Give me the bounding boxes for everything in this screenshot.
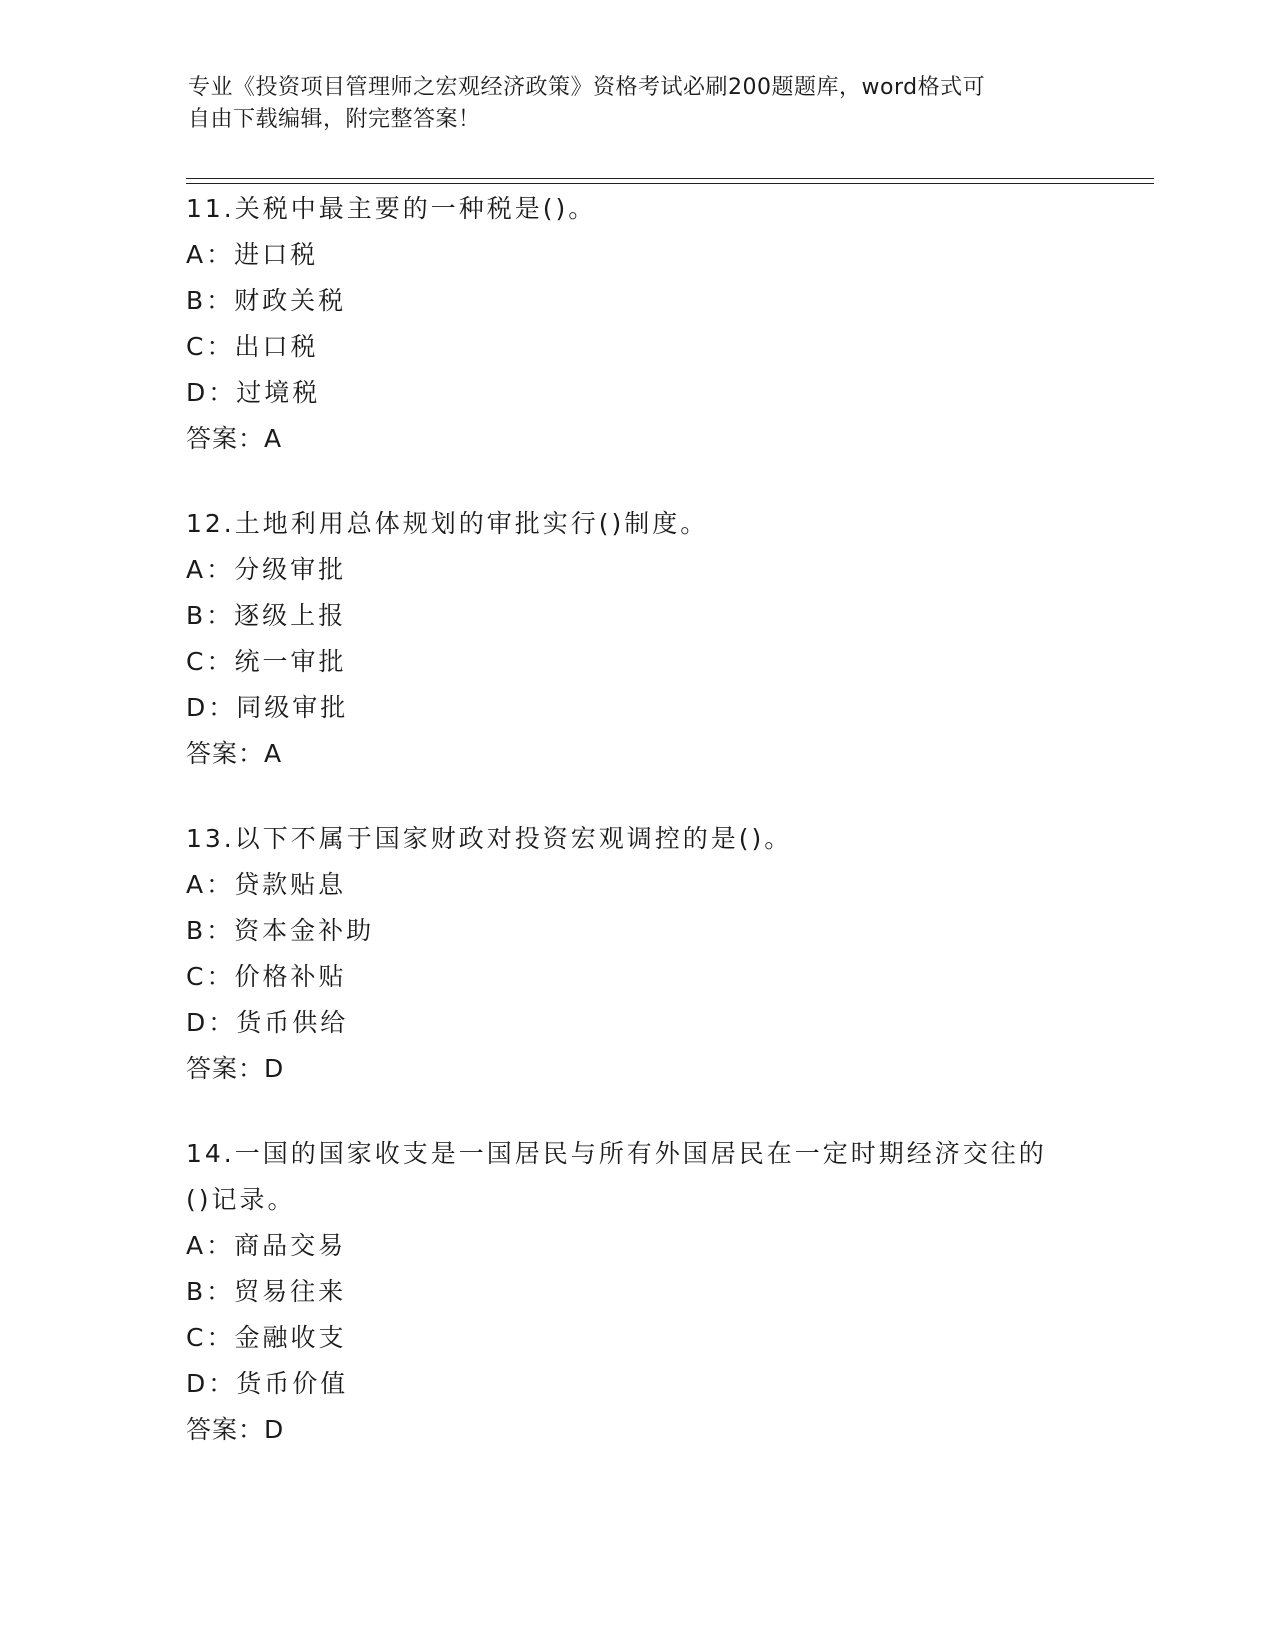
document-header	[188, 72, 1068, 136]
answer: 答案：A	[186, 424, 283, 453]
option-d: D：货币供给	[186, 1008, 349, 1037]
question-12	[186, 501, 1086, 777]
question-stem: 13.以下不属于国家财政对投资宏观调控的是()。	[186, 824, 793, 853]
option-a: A：分级审批	[186, 555, 347, 584]
question-14	[186, 1131, 1086, 1453]
option-c: C：出口税	[186, 332, 319, 361]
option-a: A：贷款贴息	[186, 870, 347, 899]
answer: 答案：D	[186, 1054, 285, 1083]
header-line-1: 专业《投资项目管理师之宏观经济政策》资格考试必刷200题题库，word格式可	[188, 75, 986, 100]
option-a: A：进口税	[186, 240, 319, 269]
option-b: B：逐级上报	[186, 601, 347, 630]
question-stem: 14.一国的国家收支是一国居民与所有外国居民在一定时期经济交往的	[186, 1139, 1047, 1168]
option-b: B：贸易往来	[186, 1277, 347, 1306]
option-d: D：货币价值	[186, 1369, 349, 1398]
header-divider	[186, 178, 1154, 184]
question-stem: 12.土地利用总体规划的审批实行()制度。	[186, 509, 709, 538]
option-b: B：财政关税	[186, 286, 347, 315]
option-d: D：同级审批	[186, 693, 349, 722]
option-a: A：商品交易	[186, 1231, 347, 1260]
option-c: C：金融收支	[186, 1323, 347, 1352]
header-line-2: 自由下载编辑，附完整答案！	[188, 107, 481, 132]
answer: 答案：D	[186, 1415, 285, 1444]
option-d: D：过境税	[186, 378, 321, 407]
option-b: B：资本金补助	[186, 916, 375, 945]
option-c: C：统一审批	[186, 647, 347, 676]
question-13	[186, 816, 1086, 1092]
answer: 答案：A	[186, 739, 283, 768]
question-stem: 11.关税中最主要的一种税是()。	[186, 194, 597, 223]
question-11	[186, 186, 1086, 462]
question-stem-continued: ()记录。	[186, 1185, 296, 1214]
option-c: C：价格补贴	[186, 962, 347, 991]
